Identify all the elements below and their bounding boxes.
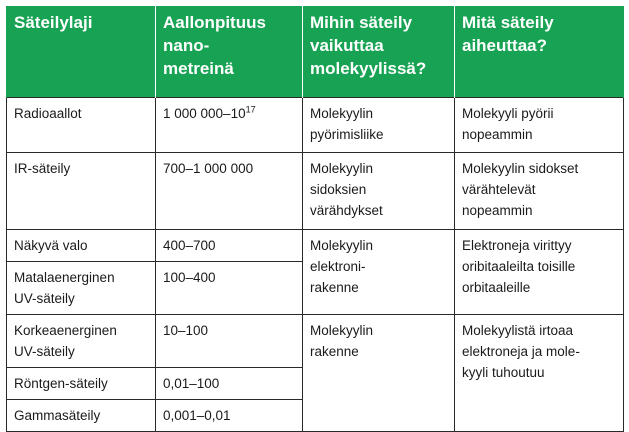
causes-line: kyyli tuhoutuu [462,364,545,380]
cell-radiation-type: Näkyvä valo [7,229,156,261]
causes-line: Elektroneja virittyy [462,237,572,253]
causes-line: Molekyylistä irtoaa [462,322,574,338]
cell-radiation-type [7,261,156,314]
affects-line: Molekyylin [310,322,374,338]
header-wavelength-line3: metreinä [163,59,234,78]
type-line: UV-säteily [14,343,75,359]
header-wavelength-line2: nano- [163,36,210,55]
type-line: Korkeaenerginen [14,322,117,338]
table-row [7,152,624,229]
causes-line: nopeammin [462,202,533,218]
cell-radiation-type [7,314,156,367]
causes-line: oribitaaleilta toisille [462,258,576,274]
cell-wavelength: 0,001–0,01 [156,399,303,431]
table-row [7,97,624,152]
header-wavelength-line1: Aallonpituus [163,13,266,32]
cell-causes [455,152,624,229]
header-causes [455,6,624,97]
affects-line: Molekyylin [310,237,374,253]
cell-affects [303,152,455,229]
table-row [7,229,624,261]
affects-line: pyörimisliike [310,126,384,142]
affects-line: Molekyylin [310,105,374,121]
cell-wavelength: 400–700 [156,229,303,261]
cell-radiation-type: Gammasäteily [7,399,156,431]
affects-line: rakenne [310,279,359,295]
affects-line: värähdykset [310,202,383,218]
cell-causes [455,97,624,152]
header-wavelength [156,6,303,97]
affects-line: Molekyylin [310,160,374,176]
cell-radiation-type: Röntgen-säteily [7,367,156,399]
cell-affects [303,229,455,314]
type-line: UV-säteily [14,290,75,306]
header-causes-line2: aiheuttaa? [462,36,548,55]
wavelength-base: 1 000 000–10 [163,105,246,121]
cell-wavelength: 700–1 000 000 [156,152,303,229]
header-row [7,6,624,97]
header-radiation-type: Säteilylaji [7,6,156,97]
causes-line: Molekyyli pyörii [462,105,554,121]
cell-causes [455,229,624,314]
cell-radiation-type: IR-säteily [7,152,156,229]
causes-line: elektroneja ja mole- [462,343,580,359]
affects-line: sidoksien [310,181,367,197]
type-line: Matalaenerginen [14,269,115,285]
cell-affects [303,314,455,431]
affects-line: rakenne [310,343,359,359]
table-row [7,314,624,367]
cell-wavelength [156,97,303,152]
cell-wavelength: 10–100 [156,314,303,367]
wavelength-exponent: 17 [245,104,256,114]
causes-line: nopeammin [462,126,533,142]
cell-radiation-type: Radioaallot [7,97,156,152]
affects-line: elektroni- [310,258,366,274]
causes-line: Molekyylin sidokset [462,160,579,176]
causes-line: orbitaaleille [462,279,531,295]
radiation-table [6,6,624,432]
cell-causes [455,314,624,431]
cell-wavelength: 100–400 [156,261,303,314]
causes-line: värähtelevät [462,181,536,197]
header-affects-line2: vaikuttaa [310,36,384,55]
header-affects [303,6,455,97]
cell-affects [303,97,455,152]
header-affects-line1: Mihin säteily [310,13,413,32]
cell-wavelength: 0,01–100 [156,367,303,399]
header-affects-line3: molekyylissä? [310,59,427,78]
header-causes-line1: Mitä säteily [462,13,554,32]
